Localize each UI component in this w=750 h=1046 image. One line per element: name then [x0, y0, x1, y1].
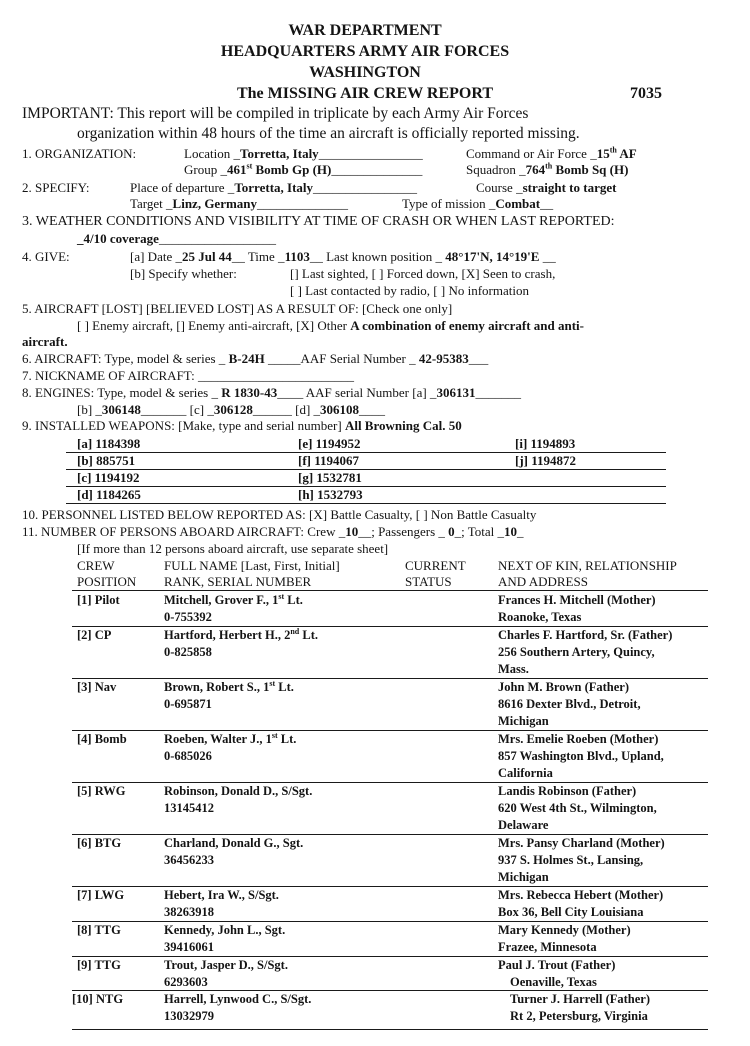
s11-crew: 10	[345, 524, 359, 539]
crew-serial: 0-755392	[164, 610, 212, 624]
s1-label: 1. ORGANIZATION:	[22, 146, 137, 161]
s4-label: 4. GIVE:	[22, 249, 70, 264]
crew-next-of-kin: Frances H. Mitchell (Mother)	[498, 593, 656, 607]
header-war-department: WAR DEPARTMENT	[288, 22, 442, 39]
crew-name: Roeben, Walter J., 1st Lt.	[164, 730, 297, 746]
crew-next-of-kin: Mrs. Emelie Roeben (Mother)	[498, 732, 659, 746]
crew-name: Kennedy, John L., Sgt.	[164, 923, 286, 937]
s1-command-field: Command or Air Force _15th AF	[466, 145, 637, 161]
crew-position: [9] TTG	[77, 958, 121, 972]
crew-serial: 0-825858	[164, 645, 212, 659]
crew-name: Hebert, Ira W., S/Sgt.	[164, 888, 279, 902]
s6-serial: 42-95383	[418, 351, 469, 366]
report-number: 7035	[630, 85, 662, 102]
weapon-serial: [j] 1194872	[515, 453, 577, 468]
crew-position: [5] RWG	[77, 784, 126, 798]
crew-position: [8] TTG	[77, 923, 121, 937]
s2-target: Linz, Germany	[172, 196, 258, 211]
col-crew-position-2: POSITION	[77, 574, 137, 589]
s9-make: All Browning Cal. 50	[344, 418, 462, 433]
important-line-2: organization within 48 hours of the time an aircraft is officially reported missing.	[77, 125, 580, 142]
s5-label: 5. AIRCRAFT [LOST] [BELIEVED LOST] AS A RESULT OF: [Check one only]	[22, 301, 453, 316]
crew-next-of-kin: 620 West 4th St., Wilmington,	[498, 801, 657, 815]
s6-type: B-24H	[228, 351, 265, 366]
s2-target-field: Target _Linz, Germany______________	[130, 196, 349, 211]
crew-name: Brown, Robert S., 1st Lt.	[164, 678, 294, 694]
s4-specify-line-2: [ ] Last contacted by radio, [ ] No information	[290, 283, 529, 298]
col-status-2: STATUS	[405, 574, 452, 589]
s1-location: Torretta, Italy	[239, 146, 319, 161]
crew-next-of-kin: California	[498, 766, 553, 780]
s1-location-field: Location _Torretta, Italy________________	[184, 146, 423, 161]
crew-position: [6] BTG	[77, 836, 122, 850]
crew-next-of-kin: Charles F. Hartford, Sr. (Father)	[498, 628, 673, 642]
s4-specify-line-1: [] Last sighted, [ ] Forced down, [X] Seen to crash,	[290, 266, 556, 281]
crew-next-of-kin: 937 S. Holmes St., Lansing,	[498, 853, 644, 867]
crew-serial: 13145412	[164, 801, 214, 815]
crew-name: Harrell, Lynwood C., S/Sgt.	[164, 992, 312, 1006]
weapon-serial: [h] 1532793	[298, 487, 363, 502]
crew-position: [3] Nav	[77, 680, 117, 694]
s8-serial-c: 306128	[213, 402, 253, 417]
s5-cause-cont: aircraft.	[22, 334, 68, 349]
col-next-of-kin-2: AND ADDRESS	[498, 574, 588, 589]
s7-nickname-line: 7. NICKNAME OF AIRCRAFT: ________________________	[22, 368, 354, 383]
s5-options: [ ] Enemy aircraft, [] Enemy anti-aircraft, [X] Other A combination of enemy aircraft and anti-	[77, 318, 584, 333]
crew-name: Mitchell, Grover F., 1st Lt.	[164, 591, 303, 607]
s8-serial-d: 306108	[320, 402, 360, 417]
col-crew-position-1: CREW	[77, 558, 115, 573]
weapons-rule-2	[66, 469, 666, 470]
crew-next-of-kin: Turner J. Harrell (Father)	[510, 992, 651, 1006]
crew-name: Charland, Donald G., Sgt.	[164, 836, 304, 850]
s1-squadron-field: Squadron _764th Bomb Sq (H)	[466, 161, 629, 177]
crew-next-of-kin: Box 36, Bell City Louisiana	[498, 905, 644, 919]
col-next-of-kin-1: NEXT OF KIN, RELATIONSHIP	[498, 558, 677, 573]
s9-label: 9. INSTALLED WEAPONS: [Make, type and serial number] All Browning Cal. 50	[22, 418, 462, 433]
crew-next-of-kin: Paul J. Trout (Father)	[498, 958, 616, 972]
s2-course-field: Course _straight to target	[476, 180, 617, 195]
crew-next-of-kin: Mass.	[498, 662, 529, 676]
crew-position: [4] Bomb	[77, 732, 127, 746]
s10-personnel: 10. PERSONNEL LISTED BELOW REPORTED AS: [X] Battle Casualty, [ ] Non Battle Casualty	[22, 507, 537, 522]
s4-date: 25 Jul 44	[181, 249, 232, 264]
crew-next-of-kin: John M. Brown (Father)	[498, 680, 630, 694]
weapon-serial: [b] 885751	[77, 453, 136, 468]
weapons-rule-4	[66, 503, 666, 504]
crew-serial: 36456233	[164, 853, 214, 867]
s4-specify-label: [b] Specify whether:	[130, 266, 237, 281]
s11-persons-line: 11. NUMBER OF PERSONS ABOARD AIRCRAFT: Crew _10__; Passengers _ 0_; Total _10_	[22, 524, 524, 539]
crew-row-rule	[72, 1029, 708, 1030]
s4-time: 1103	[284, 249, 310, 264]
s5-cause: A combination of enemy aircraft and anti-	[350, 318, 584, 333]
s11-total: 10	[504, 524, 518, 539]
crew-row-rule	[72, 590, 708, 591]
s11-passengers: 0	[448, 524, 455, 539]
crew-serial: 39416061	[164, 940, 214, 954]
s1-group-field: Group _461st Bomb Gp (H)______________	[184, 161, 423, 177]
crew-position: [2] CP	[77, 628, 112, 642]
s2-course: straight to target	[522, 180, 617, 195]
s6-aircraft-line: 6. AIRCRAFT: Type, model & series _ B-24H _____AAF Serial Number _ 42-95383___	[22, 351, 489, 366]
weapons-rule-3	[66, 486, 666, 487]
crew-next-of-kin: Michigan	[498, 870, 549, 884]
s4-date-line: [a] Date _25 Jul 44__ Time _1103__ Last known position _ 48°17'N, 14°19'E __	[130, 249, 556, 264]
s3-weather: _4/10 coverage	[77, 231, 159, 246]
crew-serial: 13032979	[164, 1009, 214, 1023]
crew-next-of-kin: 857 Washington Blvd., Upland,	[498, 749, 664, 763]
col-full-name-1: FULL NAME [Last, First, Initial]	[164, 558, 340, 573]
report-title: The MISSING AIR CREW REPORT	[236, 85, 494, 102]
important-line-1: IMPORTANT: This report will be compiled in triplicate by each Army Air Forces	[22, 105, 529, 122]
col-full-name-2: RANK, SERIAL NUMBER	[164, 574, 312, 589]
crew-serial: 38263918	[164, 905, 214, 919]
s2-departure: Torretta, Italy	[234, 180, 314, 195]
crew-position: [10] NTG	[72, 992, 124, 1006]
weapon-serial: [f] 1194067	[298, 453, 360, 468]
weapon-serial: [i] 1194893	[515, 436, 576, 451]
header-washington: WASHINGTON	[309, 64, 421, 81]
crew-next-of-kin: Mrs. Pansy Charland (Mother)	[498, 836, 665, 850]
s2-departure-field: Place of departure _Torretta, Italy________________	[130, 180, 418, 195]
crew-next-of-kin: Oenaville, Texas	[510, 975, 597, 989]
s11-note: [If more than 12 persons aboard aircraft, use separate sheet]	[77, 541, 389, 556]
crew-next-of-kin: Landis Robinson (Father)	[498, 784, 637, 798]
s4-position: 48°17'N, 14°19'E	[445, 249, 540, 264]
s1-command: 15	[596, 146, 610, 161]
crew-next-of-kin: Mary Kennedy (Mother)	[498, 923, 631, 937]
s3-weather-field: _4/10 coverage__________________	[77, 231, 276, 246]
crew-next-of-kin: Mrs. Rebecca Hebert (Mother)	[498, 888, 664, 902]
s1-group: 461	[226, 162, 247, 177]
s8-engine-line: 8. ENGINES: Type, model & series _ R 1830-43____ AAF serial Number [a] _306131_______	[22, 385, 521, 400]
crew-position: [7] LWG	[77, 888, 125, 902]
crew-name: Robinson, Donald D., S/Sgt.	[164, 784, 313, 798]
weapon-serial: [g] 1532781	[298, 470, 362, 485]
crew-serial: 6293603	[164, 975, 208, 989]
s2-mission: Combat	[495, 196, 541, 211]
s8-engine-serials: [b] _306148_______ [c] _306128______ [d] _306108____	[77, 402, 386, 417]
crew-next-of-kin: 256 Southern Artery, Quincy,	[498, 645, 655, 659]
weapon-serial: [a] 1184398	[77, 436, 141, 451]
crew-name: Trout, Jasper D., S/Sgt.	[164, 958, 288, 972]
s2-label: 2. SPECIFY:	[22, 180, 90, 195]
s8-serial-b: 306148	[101, 402, 141, 417]
s8-serial-a: 306131	[436, 385, 476, 400]
crew-serial: 0-695871	[164, 697, 212, 711]
s8-type: R 1830-43	[221, 385, 278, 400]
crew-name: Hartford, Herbert H., 2nd Lt.	[164, 626, 319, 642]
crew-next-of-kin: Delaware	[498, 818, 549, 832]
weapon-serial: [e] 1194952	[298, 436, 361, 451]
crew-next-of-kin: Michigan	[498, 714, 549, 728]
weapon-serial: [d] 1184265	[77, 487, 141, 502]
crew-next-of-kin: 8616 Dexter Blvd., Detroit,	[498, 697, 641, 711]
s1-squadron: 764	[525, 162, 546, 177]
crew-next-of-kin: Rt 2, Petersburg, Virginia	[510, 1009, 648, 1023]
s2-mission-field: Type of mission _Combat__	[402, 196, 554, 211]
crew-next-of-kin: Frazee, Minnesota	[498, 940, 597, 954]
s3-label: 3. WEATHER CONDITIONS AND VISIBILITY AT TIME OF CRASH OR WHEN LAST REPORTED:	[22, 214, 615, 229]
header-hq-aaf: HEADQUARTERS ARMY AIR FORCES	[220, 43, 510, 60]
crew-next-of-kin: Roanoke, Texas	[498, 610, 582, 624]
crew-serial: 0-685026	[164, 749, 212, 763]
weapon-serial: [c] 1194192	[77, 470, 140, 485]
crew-position: [1] Pilot	[77, 593, 120, 607]
col-status-1: CURRENT	[405, 558, 466, 573]
